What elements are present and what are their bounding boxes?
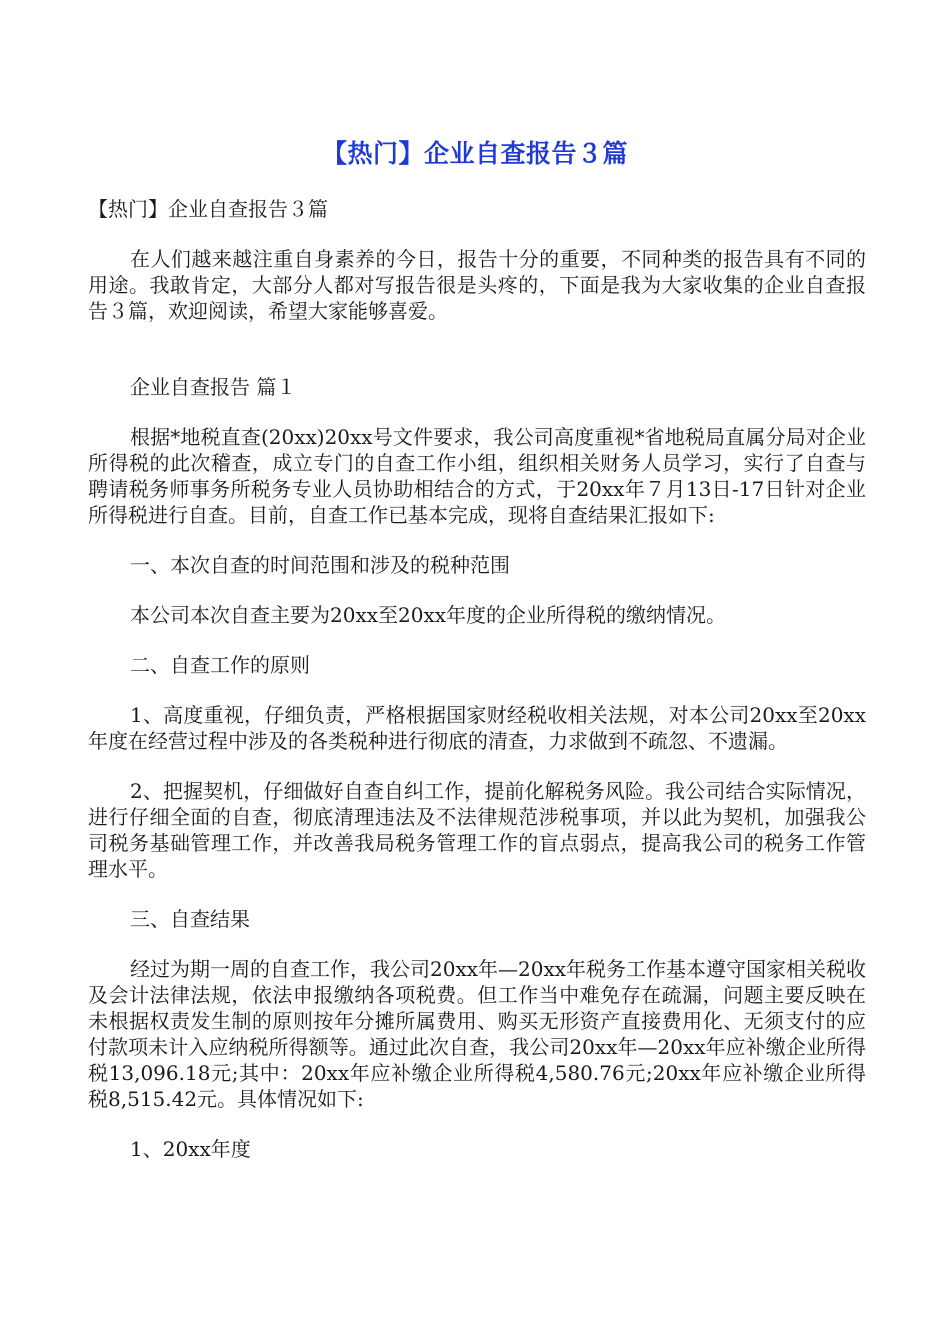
document-title: 【热门】企业自查报告３篇 — [321, 139, 628, 168]
paragraph-subtitle: 【热门】企业自查报告３篇 — [88, 197, 328, 221]
paragraph-results: 经过为期一周的自查工作，我公司20xx年—20xx年税务工作基本遵守国家相关税收及会计法律法规，依法申报缴纳各项税费。但工作当中难免存在疏漏，问题主要反映在未根据权责发生制的原则按年分摊所属费用、购买无形资产直接费用化、无须支付的应付款项未计入应纳税所得额等。通过此次自查，我公司20xx年—20xx年应补缴企业所得税13,096.18元;其中：20xx年应补缴企业所得税4,580.76元;20xx年应补缴企业所得税8,515.42元。具体情况如下: — [88, 957, 867, 1111]
paragraph-principle-1: 1、高度重视，仔细负责，严格根据国家财经税收相关法规，对本公司20xx至20xx年度在经营过程中涉及的各类税种进行彻底的清查，力求做到不疏忽、不遗漏。 — [88, 703, 866, 753]
heading-scope: 一、本次自查的时间范围和涉及的税种范围 — [130, 553, 510, 577]
paragraph-background: 根据*地税直查(20xx)20xx号文件要求，我公司高度重视*省地税局直属分局对企业所得税的此次稽查，成立专门的自查工作小组，组织相关财务人员学习，实行了自查与聘请税务师事务所税务专业人员协助相结合的方式，于20xx年７月13日-17日针对企业所得税进行自查。目前，自查工作已基本完成，现将自查结果汇报如下: — [88, 425, 866, 527]
section-heading-article-1: 企业自查报告 篇１ — [130, 375, 297, 399]
heading-year: 1、20xx年度 — [130, 1137, 251, 1161]
paragraph-intro: 在人们越来越注重自身素养的今日，报告十分的重要，不同种类的报告具有不同的用途。我敢肯定，大部分人都对写报告很是头疼的，下面是我为大家收集的企业自查报告３篇，欢迎阅读，希望大家能够喜爱。 — [88, 247, 866, 323]
heading-principles: 二、自查工作的原则 — [130, 653, 310, 677]
document-body — [88, 196, 866, 1162]
paragraph-scope: 本公司本次自查主要为20xx至20xx年度的企业所得税的缴纳情况。 — [130, 603, 727, 627]
heading-results: 三、自查结果 — [130, 907, 250, 931]
paragraph-principle-2: 2、把握契机，仔细做好自查自纠工作，提前化解税务风险。我公司结合实际情况，进行仔细全面的自查，彻底清理违法及不法律规范涉税事项，并以此为契机，加强我公司税务基础管理工作，并改善我局税务管理工作的盲点弱点，提高我公司的税务工作管理水平。 — [88, 779, 866, 881]
